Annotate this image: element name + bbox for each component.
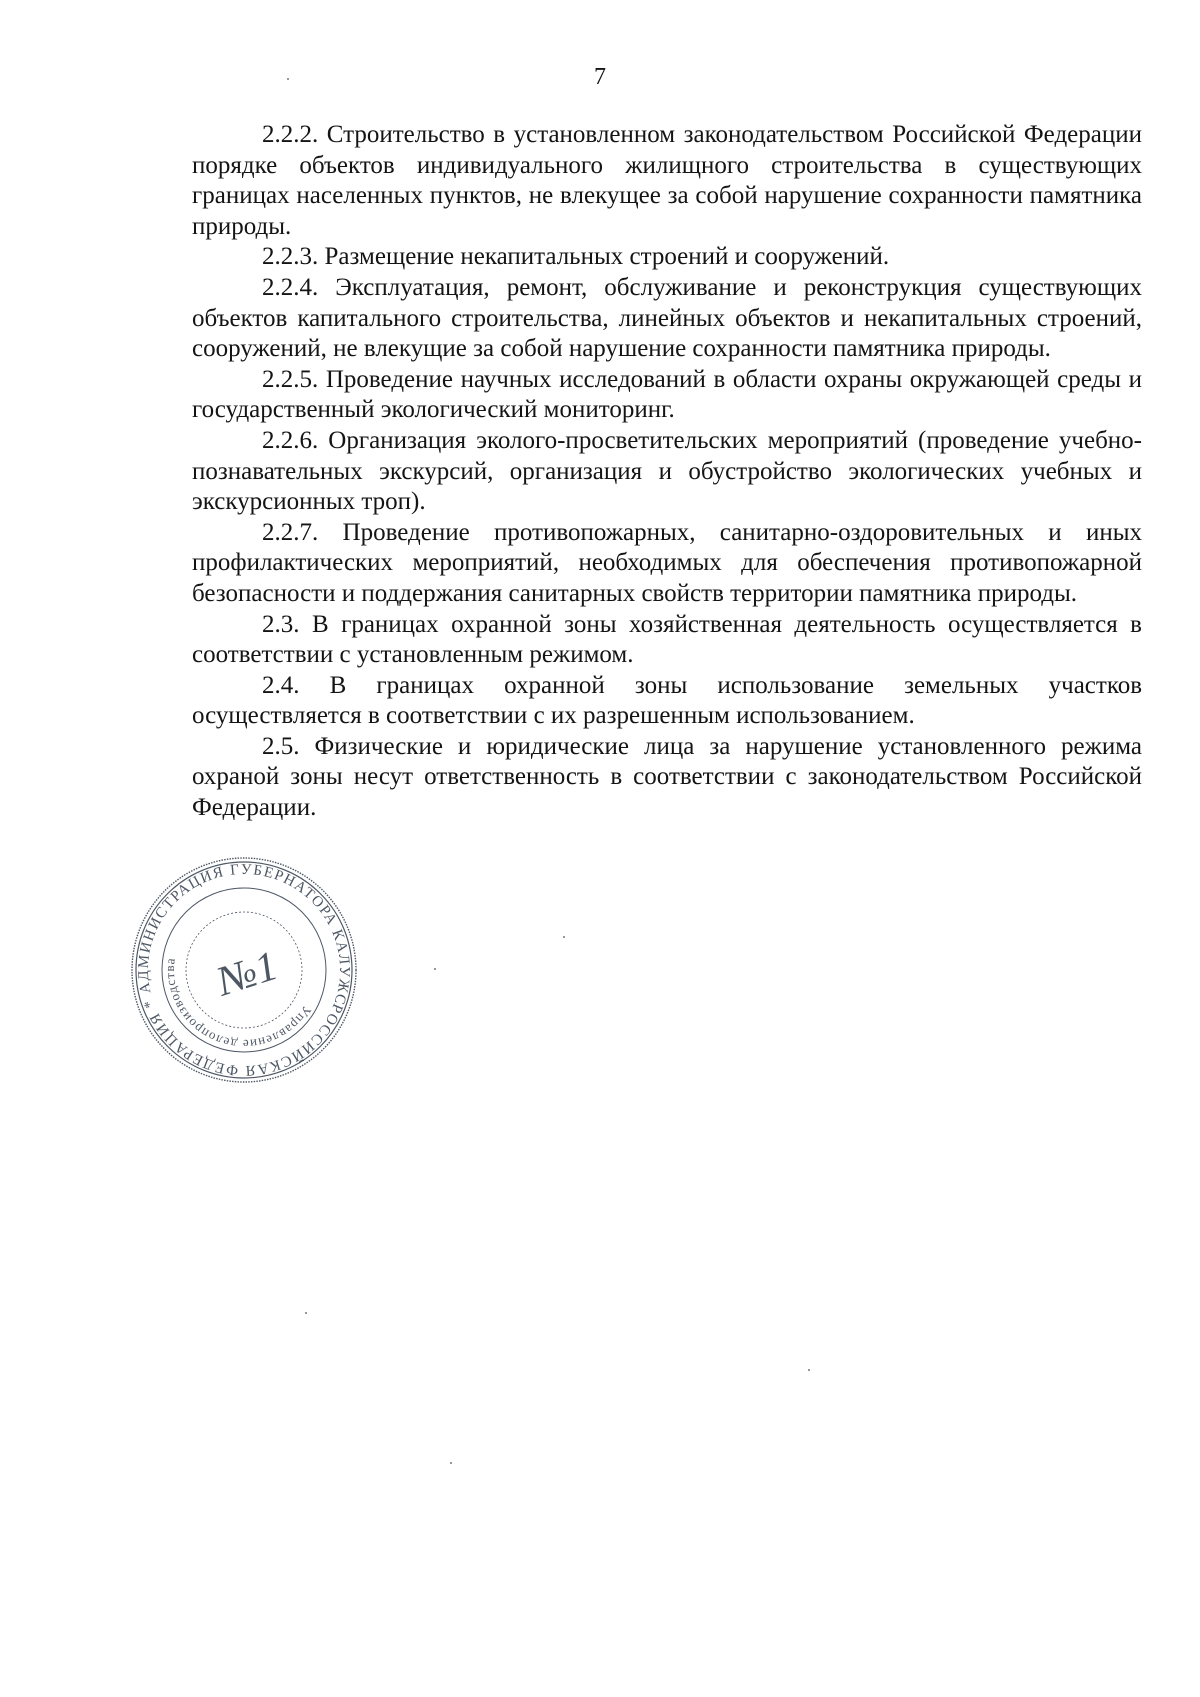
- seal-number: №1: [211, 942, 284, 1006]
- paragraph-2-5: 2.5. Физические и юридические лица за нарушение установленного режима охраной зоны несут ответственность в соответствии с законодательством Российской Федерации.: [192, 732, 1142, 822]
- seal-inner-text: Управление делопроизводства: [161, 956, 315, 1053]
- seal-outer-text: РОССИЙСКАЯ ФЕДЕРАЦИЯ * АДМИНИСТРАЦИЯ ГУБЕРНАТОРА КАЛУЖСКОЙ: [135, 861, 353, 1079]
- scan-speck: [563, 936, 565, 938]
- paragraph-2-3: 2.3. В границах охранной зоны хозяйственная деятельность осуществляется в соответствии с установленным режимом.: [192, 610, 1142, 669]
- paragraph-2-2-6: 2.2.6. Организация эколого-просветительских мероприятий (проведение учебно-познавательных экскурсий, организация и обустройство экологических учебных и экскурсионных троп).: [192, 426, 1142, 516]
- paragraph-2-2-7: 2.2.7. Проведение противопожарных, санитарно-оздоровительных и иных профилактических мероприятий, необходимых для обеспечения противопожарной безопасности и поддержания санитарных свойств территории памятника природы.: [192, 518, 1142, 607]
- paragraph-2-4: 2.4. В границах охранной зоны использование земельных участков осуществляется в соответствии с их разрешенным использованием.: [192, 671, 1142, 730]
- scan-speck: [305, 1312, 307, 1314]
- scan-speck: [434, 968, 436, 970]
- document-body: [192, 120, 1142, 824]
- paragraph-2-2-4: 2.2.4. Эксплуатация, ремонт, обслуживание и реконструкция существующих объектов капитального строительства, линейных объектов и некапитальных строений, сооружений, не влекущие за собой нарушение сохранности памятника природы.: [192, 273, 1142, 363]
- scan-speck: [808, 1369, 810, 1371]
- scan-speck: [450, 1462, 452, 1464]
- paragraph-2-2-5: 2.2.5. Проведение научных исследований в области охраны окружающей среды и государственный экологический мониторинг.: [192, 365, 1142, 424]
- office-seal-stamp: [128, 854, 360, 1086]
- seal-graphic: [128, 854, 360, 1086]
- paragraph-2-2-3: 2.2.3. Размещение некапитальных строений и сооружений.: [262, 243, 890, 271]
- scan-speck: [287, 78, 289, 80]
- page-number: 7: [594, 64, 606, 90]
- paragraph-2-2-2: 2.2.2. Строительство в установленном законодательством Российской Федерации порядке объектов индивидуального жилищного строительства в существующих границах населенных пунктов, не влекущее за собой нарушение сохранности памятника природы.: [192, 121, 1142, 240]
